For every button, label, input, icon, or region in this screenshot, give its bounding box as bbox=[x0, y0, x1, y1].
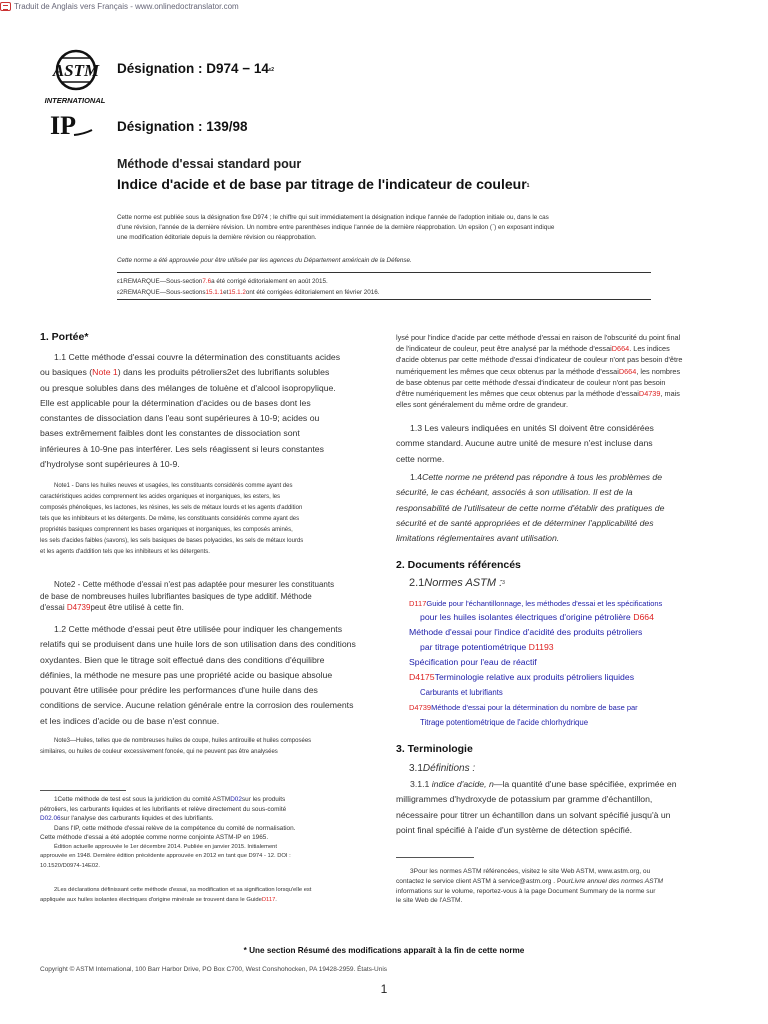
link-d4739[interactable]: D4739 bbox=[66, 603, 91, 612]
link-d664-b[interactable]: D664 bbox=[618, 366, 637, 376]
para-1-1: 1.1 Cette méthode d'essai couvre la détermination des constituants acides ou basiques (Note 1) dans les produits pétroliers2et des lubrifiants solubles ou presque solubles dans des mélanges de toluène et d'alcool isopropylique. Elle est applicable pour la détermination d'acides ou de bases dont les constantes de dissociation dans l'eau sont supérieures à 10-9; acides ou bases extrêmement faibles dont les constantes de dissociation sont inférieures à 10-9ne pas interférer. Les sels réagissent si leurs constantes d'hydrolyse sont supérieures à 10-9. bbox=[40, 352, 341, 470]
footnote-2: 2Les déclarations définissant cette méthode d'essai, sa modification et sa signification lorsqu'elle est appliquée aux huiles isolantes électriques d'origine minérale se trouvent dans le GuideD117. bbox=[40, 887, 312, 903]
designation-astm: Désignation : $D974 - 14^{\varepsilon 2}$ bbox=[117, 61, 275, 76]
footnote-divider-right bbox=[396, 857, 474, 858]
svg-text:ASTM: ASTM bbox=[52, 61, 100, 80]
footnote-1: 1Cette méthode de test est sous la juridiction du comité ASTMD02sur les produits pétroliers, les carburants liquides et les lubrifiants et relève directement du sous-comité D02.06sur l'analyse des carburants liquides et des lubrifiants. Dans l'IP, cette méthode d'essai relève de la compétence du comité de normalisation. Cette méthode d'essai a été adoptée comme norme conjointe ASTM-IP en 1965. Édition actuelle approuvée le 1er décembre 2014. Publiée en janvier 2015. Initialement approuvée en 1948. Dernière édition précédente approuvée en 2012 en tant que D974 - 12. DOI : 10.1520/D0974-14E02. bbox=[40, 796, 296, 869]
copyright: Copyright © ASTM International, 100 Barr Harbor Drive, PO Box C700, West Conshohocken, PA 19428-2959. États-Unis bbox=[40, 966, 388, 973]
designation-ip: Désignation : 139/98 bbox=[117, 119, 248, 134]
intro-text: Cette norme est publiée sous la désignation fixe D974 ; le chiffre qui suit immédiatement la désignation indique l'année de l'adoption initiale ou, dans le cas d'une révision, l'année de la dernière révision. Un nombre entre parenthèses indique l'année de la dernière réapprobation. Un epsilon (ˊ) en exposant indique une modification éditoriale depuis la dernière révision ou réapprobation. bbox=[117, 214, 555, 241]
link-15-1-2[interactable]: 15.1.2 bbox=[228, 288, 246, 296]
para-1-2: 1.2 Cette méthode d'essai peut être utilisée pour indiquer les changements relatifs qui se produisent dans une huile lors de son utilisation dans des conditions oxydantes. Bien que le titrage soit effectué dans des conditions d'équilibre définies, la méthode ne mesure pas une propriété acide ou basique absolue pouvant être utilisée pour prédire les performances d'une huile dans des conditions de service. Aucune relation générale entre la corrosion des roulements et les indices d'acide ou de base n'est connue. bbox=[40, 624, 356, 726]
title-line2: Indice d'acide et de base par titrage de l'indicateur de couleur$^1$ bbox=[117, 176, 530, 192]
astm-logo bbox=[44, 46, 110, 106]
references-list: D117Guide pour l'échantillonnage, les méthodes d'essai et les spécifications pour les huiles isolantes électriques d'origine pétrolière D664 Méthode d'essai pour l'indice d'acidité des produits pétroliers par titrage potentiométrique D1193 Spécification pour l'eau de réactif D4175Terminologie relative aux produits pétroliers liquides Carburants et lubrifiants D4739Méthode d'essai pour la détermination du nombre de base par Titrage potentiométrique de l'acide chlorhydrique bbox=[409, 597, 749, 730]
banner-text: Traduit de Anglais vers Français - www.onlinedoctranslator.com bbox=[14, 1, 239, 11]
title-line1: Méthode d'essai standard pour bbox=[117, 157, 302, 171]
svg-text:IP: IP bbox=[50, 111, 76, 140]
footnote-divider-left bbox=[40, 790, 126, 791]
ref-d117[interactable]: D117Guide pour l'échantillonnage, les méthodes d'essai et les spécifications bbox=[409, 599, 663, 608]
section-3-heading: 3. Terminologie bbox=[396, 743, 473, 755]
ip-logo-icon bbox=[48, 110, 94, 140]
link-d664-a[interactable]: D664 bbox=[611, 344, 630, 354]
section-3-1: 3.1Définitions : bbox=[409, 763, 476, 774]
link-d4739-b[interactable]: D4739 bbox=[638, 389, 661, 399]
section-1-heading: 1. Portée* bbox=[40, 331, 89, 343]
ref-d664[interactable]: Méthode d'essai pour l'indice d'acidité des produits pétroliers bbox=[409, 627, 643, 637]
translate-icon bbox=[0, 2, 11, 11]
svg-text:INTERNATIONAL: INTERNATIONAL bbox=[44, 96, 106, 105]
astm-logo-icon bbox=[44, 46, 110, 106]
divider-bottom bbox=[117, 299, 651, 300]
page-number: 1 bbox=[380, 982, 388, 996]
translation-banner[interactable] bbox=[0, 0, 239, 12]
right-continuation: lysé pour l'indice d'acide par cette méthode d'essai en raison de l'obscurité du point final de l'indicateur de couleur, peut être analysé par la méthode d'essaiD664. Les indices d'acide obtenus par cette méthode d'essai d'indicateur de couleur n'ont pas besoin d'être numériquement les mêmes que ceux obtenus par la méthode d'essaiD664, les nombres de base obtenus par cette méthode d'essai d'indicateur de couleur n'ont pas besoin d'être numériquement les mêmes que ceux obtenus par la méthode d'essaiD4739, mais elles sont généralement du même ordre de grandeur. bbox=[396, 333, 683, 410]
summary-note: * Une section Résumé des modifications apparaît à la fin de cette norme bbox=[243, 946, 525, 955]
ref-d4175[interactable]: D4175Terminologie relative aux produits pétroliers liquides bbox=[409, 672, 635, 682]
link-note-1[interactable]: Note 1 bbox=[92, 367, 118, 378]
ip-logo bbox=[48, 110, 94, 140]
remarks: ε1REMARQUE—Sous-section7.6a été corrigé éditorialement en août 2015. ε2REMARQUE—Sous-sections15.1.1et15.1.2ont été corrigées éditorialement en février 2016. bbox=[117, 278, 380, 296]
link-d117-fn[interactable]: D117 bbox=[261, 896, 276, 903]
note-1: Note1 - Dans les huiles neuves et usagées, les constituants considérés comme ayant des caractéristiques acides comprennent les acides organiques et inorganiques, les esters, les composés phénoliques, les lactones, les résines, les sels de métaux lourds et les agents d'addition tels que les inhibiteurs et les détergents. De même, les constituants considérés comme ayant des propriétés basiques comprennent les bases organiques et inorganiques, les composés aminés, les sels d'acides faibles (savons), les sels basiques de bases polyacides, les sels de métaux lourds et les agents d'addition tels que les inhibiteurs et les détergents. bbox=[40, 483, 304, 555]
dod-note: Cette norme a été approuvée pour être utilisée par les agences du Département américain de la Défense. bbox=[117, 257, 412, 264]
note-2: Note2 - Cette méthode d'essai n'est pas adaptée pour mesurer les constituants de base de nombreuses huiles lubrifiantes basiques de type additif. Méthode d'essai D4739peut être utilisé à cette fin. bbox=[40, 580, 335, 612]
para-1-4: 1.4Cette norme ne prétend pas répondre à tous les problèmes de sécurité, le cas échéant, associés à son utilisation. Il est de la responsabilité de l'utilisateur de cette norme d'établir des pratiques de sécurité et de santé appropriées et de déterminer l'applicabilité des limitations réglementaires avant utilisation. bbox=[396, 472, 665, 544]
ref-d4739[interactable]: D4739Méthode d'essai pour la détermination du nombre de base par bbox=[409, 703, 638, 712]
section-2-1: 2.1Normes ASTM :$^3$ bbox=[409, 577, 505, 589]
link-d02[interactable]: D02 bbox=[230, 796, 242, 803]
link-7-6[interactable]: 7.6 bbox=[202, 278, 212, 285]
link-d02-06[interactable]: D02.06 bbox=[40, 815, 61, 822]
section-3-1-1: 3.1.1 indice d'acide, n—la quantité d'une base spécifiée, exprimée en milligrammes d'hydroxyde de potassium par gramme d'échantillon, nécessaire pour titrer un échantillon dans un solvant spécifié jusqu'à un point final spécifié à l'aide d'un système de détection spécifié. bbox=[396, 779, 677, 835]
ref-d1193[interactable]: Spécification pour l'eau de réactif bbox=[409, 657, 537, 667]
footnote-3: 3Pour les normes ASTM référencées, visitez le site Web ASTM, www.astm.org, ou contactez le service client ASTM à service@astm.org . PourLivre annuel des normes ASTM informations sur le volume, reportez-vous à la page Document Summary de la norme sur le site Web de l'ASTM. bbox=[396, 868, 664, 905]
divider-top bbox=[117, 272, 651, 273]
section-2-heading: 2. Documents référencés bbox=[396, 559, 521, 571]
note-3: Note3—Huiles, telles que de nombreuses huiles de coupe, huiles antirouille et huiles composées similaires, ou huiles de couleur excessivement foncée, qui ne peuvent pas être analysées bbox=[40, 738, 312, 755]
para-1-3: 1.3 Les valeurs indiquées en unités SI doivent être considérées comme standard. Aucune autre unité de mesure n'est incluse dans cette norme. bbox=[396, 423, 654, 464]
link-15-1-1[interactable]: 15.1.1 bbox=[205, 288, 224, 296]
